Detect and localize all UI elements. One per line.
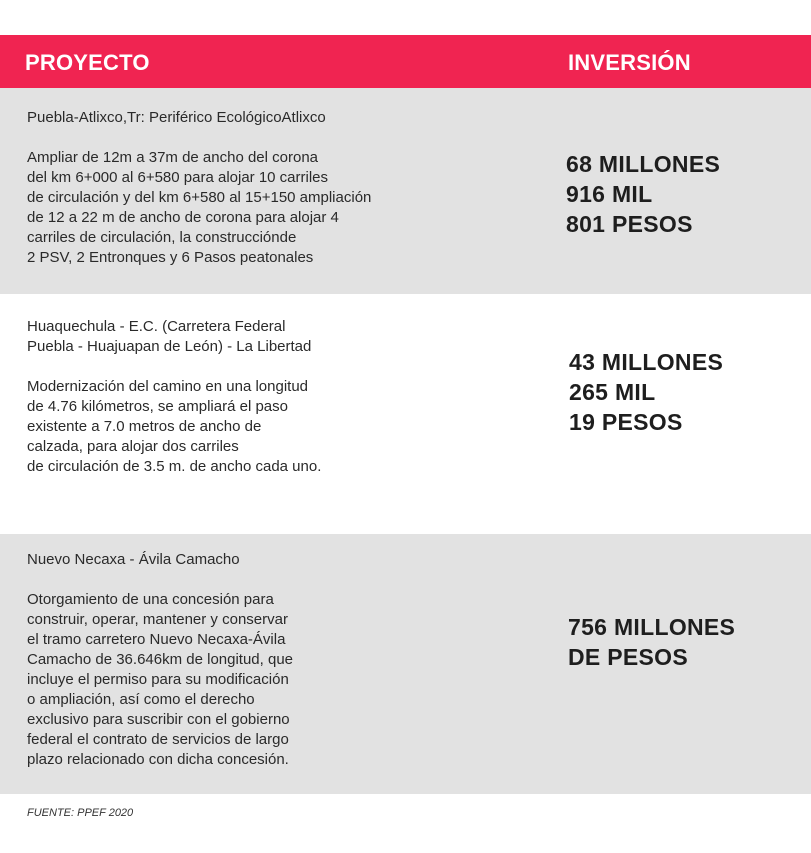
- project-description: Ampliar de 12m a 37m de ancho del corona del km 6+000 al 6+580 para alojar 10 carriles de circulación y del km 6+580 al 15+150 ampliación de 12 a 22 m de ancho de corona para alojar 4 carriles de circulación, la construcciónde 2 PSV, 2 Entronques y 6 Pasos peatonales: [27, 149, 372, 266]
- project-name: Nuevo Necaxa - Ávila Camacho: [27, 551, 240, 568]
- project-name: Puebla-Atlixco,Tr: Periférico EcológicoAtlixco: [27, 109, 326, 126]
- table-row: [0, 88, 811, 294]
- table-header: [0, 35, 811, 88]
- table-row: [0, 294, 811, 534]
- source-note: FUENTE: PPEF 2020: [27, 807, 134, 819]
- investment-column-header: INVERSIÓN: [568, 50, 691, 75]
- table-row: [0, 534, 811, 794]
- project-name: Huaquechula - E.C. (Carretera Federal Puebla - Huajuapan de León) - La Libertad: [27, 318, 312, 355]
- project-description: Otorgamiento de una concesión para construir, operar, mantener y conservar el tramo carretero Nuevo Necaxa-Ávila Camacho de 36.646km de longitud, que incluye el permiso para su modificación o ampliación, así como el derecho exclusivo para suscribir con el gobierno federal el contrato de servicios de largo plazo relacionado con dicha concesión.: [27, 591, 294, 768]
- investment-amount: 756 MILLONES DE PESOS: [568, 614, 736, 670]
- project-column-header: PROYECTO: [25, 50, 150, 75]
- investment-amount: 43 MILLONES 265 MIL 19 PESOS: [569, 349, 724, 435]
- project-description: Modernización del camino en una longitud de 4.76 kilómetros, se ampliará el paso existente a 7.0 metros de ancho de calzada, para alojar dos carriles de circulación de 3.5 m. de ancho cada uno.: [27, 378, 322, 475]
- investment-amount: 68 MILLONES 916 MIL 801 PESOS: [566, 151, 721, 237]
